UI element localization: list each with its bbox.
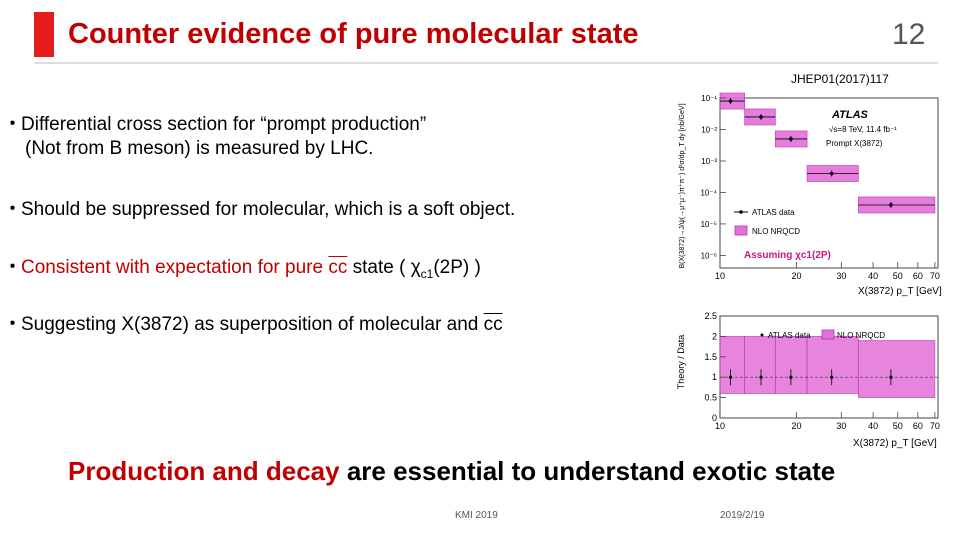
conclusion-rest: are essential to understand exotic state	[339, 456, 836, 486]
conclusion-line	[68, 456, 835, 487]
bullet-marker: ・	[3, 257, 23, 278]
bullet-prompt-production	[3, 113, 426, 161]
top-xtick-label: 30	[836, 271, 847, 281]
assumption-label: Assuming χc1(2P)	[744, 250, 831, 261]
top-xaxis-label: X(3872) p_T [GeV]	[858, 286, 942, 297]
experiment-label: ATLAS	[832, 109, 868, 121]
ratio-data-point	[789, 376, 792, 379]
ratio-data-point	[889, 376, 892, 379]
prompt-label: Prompt X(3872)	[826, 139, 883, 148]
ratio-xtick-label: 60	[912, 421, 923, 431]
ratio-xtick-label: 20	[791, 421, 802, 431]
bullet-marker: ・	[3, 114, 23, 135]
slide-number: 12	[892, 18, 926, 51]
ratio-data-point	[830, 376, 833, 379]
bullet-suppressed	[3, 198, 515, 222]
bullet-text-chi: state ( χ	[347, 257, 421, 278]
slide-title: Counter evidence of pure molecular state	[68, 18, 639, 50]
ratio-ytick-label: 1	[711, 372, 717, 383]
footer-date: 2019/2/19	[720, 510, 765, 521]
top-yaxis-label: B(X(3872)→J/ψ(→μ⁺μ⁻)π⁺π⁻) d²σ/dp_T dy [nb/GeV]	[679, 103, 686, 269]
ratio-ytick-label: 2	[711, 331, 717, 342]
bullet-text: Should be suppressed for molecular, which is a soft object.	[21, 199, 516, 220]
ccbar-text: $\overline{cc}$	[483, 314, 503, 335]
ratio-xtick-label: 70	[929, 421, 940, 431]
ratio-ytick-label: 1.5	[704, 351, 717, 362]
footer-conference: KMI 2019	[455, 510, 498, 521]
bullet-consistent	[3, 256, 481, 286]
journal-reference: JHEP01(2017)117	[791, 72, 889, 86]
ratio-legend-data-dot	[761, 334, 764, 337]
bullet-superposition	[3, 313, 503, 337]
title-accent-bar	[34, 12, 54, 57]
ratio-xtick-label: 30	[836, 421, 847, 431]
top-xtick-label: 20	[791, 271, 802, 281]
bullet-text: Consistent with expectation for pure	[21, 257, 329, 278]
ratio-legend-nrqcd-swatch	[822, 330, 834, 339]
ratio-yaxis-label: Theory / Data	[676, 334, 686, 390]
ccbar-text: $\overline{cc}$	[328, 257, 348, 278]
bullet-text-end: (2P) )	[433, 257, 481, 278]
ratio-nrqcd-band	[720, 336, 745, 393]
data-point	[889, 203, 893, 207]
ratio-ytick-label: 0	[711, 413, 717, 423]
legend-data-dot	[739, 210, 743, 214]
data-point	[759, 115, 763, 119]
bullet-text: Differential cross section for “prompt production”	[21, 114, 427, 135]
top-ytick-label: 10⁻²	[701, 125, 717, 135]
cross-section-figure	[672, 92, 942, 452]
legend-data-label: ATLAS data	[752, 208, 795, 217]
bullet-text-continued: (Not from B meson) is measured by LHC.	[25, 138, 374, 159]
data-point	[729, 99, 733, 103]
ratio-ytick-label: 2.5	[704, 311, 717, 321]
top-xtick-label: 60	[912, 271, 923, 281]
energy-label: √s=8 TeV, 11.4 fb⁻¹	[829, 125, 897, 134]
bullet-marker: ・	[3, 314, 23, 335]
top-panel	[678, 93, 942, 297]
ratio-nrqcd-band	[807, 336, 858, 393]
ratio-data-point	[759, 376, 762, 379]
conclusion-highlight: Production and decay	[68, 456, 340, 486]
bullet-marker: ・	[3, 199, 23, 220]
top-xtick-label: 50	[892, 271, 903, 281]
ratio-ytick-label: 0.5	[704, 392, 717, 403]
legend-nrqcd-label: NLO NRQCD	[752, 227, 801, 236]
top-ytick-label: 10⁻¹	[701, 94, 717, 103]
top-xtick-label: 40	[868, 271, 879, 281]
ratio-xtick-label: 40	[868, 421, 879, 431]
ratio-legend-data-label: ATLAS data	[768, 331, 811, 340]
ratio-xtick-label: 50	[892, 421, 903, 431]
ratio-nrqcd-band	[745, 336, 776, 393]
data-point	[830, 172, 834, 176]
top-ytick-label: 10⁻⁴	[700, 188, 717, 198]
ratio-xtick-label: 10	[714, 421, 726, 431]
legend-nrqcd-swatch	[735, 226, 747, 235]
bullet-text: Suggesting X(3872) as superposition of molecular and	[21, 314, 484, 335]
ratio-legend-nrqcd-label: NLO NRQCD	[837, 331, 886, 340]
title-divider	[34, 62, 938, 64]
data-point	[789, 137, 793, 141]
ratio-panel	[676, 311, 940, 449]
ratio-nrqcd-band	[858, 340, 935, 397]
top-ytick-label: 10⁻³	[701, 156, 717, 166]
top-xtick-label: 10	[714, 271, 726, 281]
ratio-xaxis-label: X(3872) p_T [GeV]	[853, 438, 937, 449]
ratio-data-point	[729, 376, 732, 379]
top-ytick-label: 10⁻⁵	[700, 219, 717, 229]
chi-subscript: c1	[420, 266, 434, 281]
top-xtick-label: 70	[929, 271, 940, 281]
top-ytick-label: 10⁻⁶	[700, 251, 717, 261]
